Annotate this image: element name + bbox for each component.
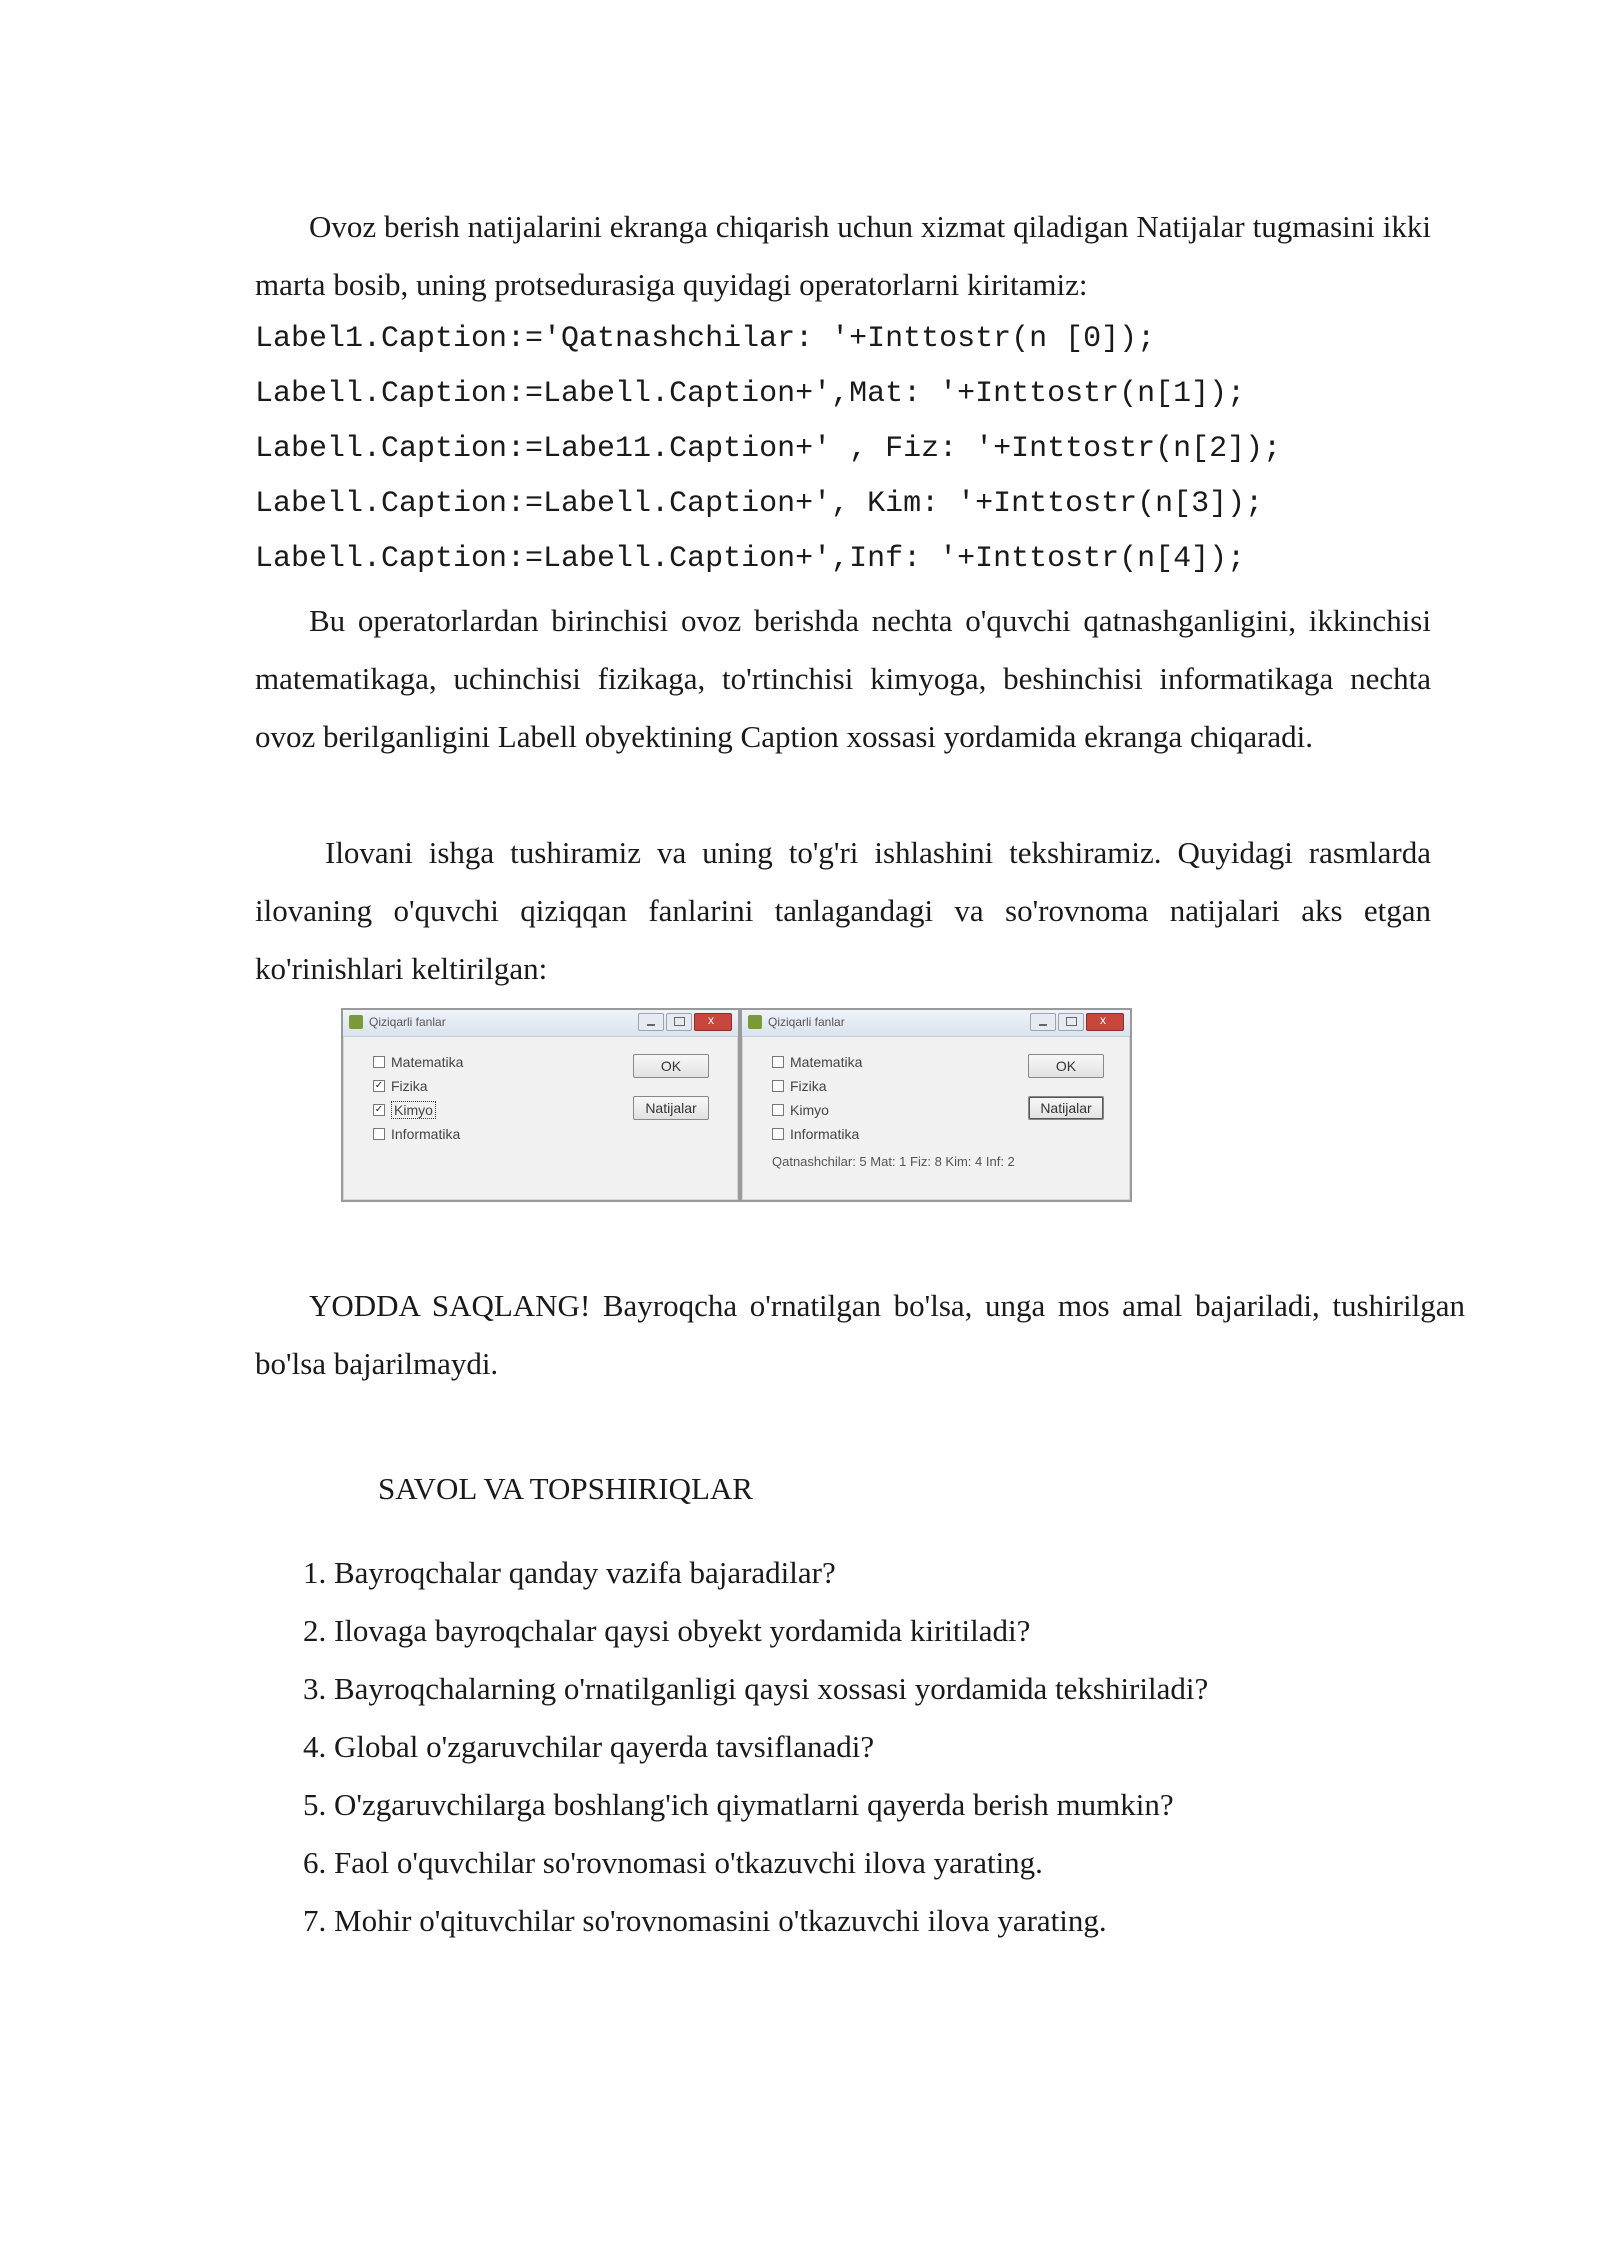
- window-titlebar: [343, 1010, 738, 1037]
- minimize-icon[interactable]: [1030, 1013, 1056, 1031]
- list-item: 6. Faol o'quvchilar so'rovnomasi o'tkazuvchi ilova yarating.: [303, 1845, 1043, 1880]
- ok-button[interactable]: OK: [633, 1054, 709, 1078]
- checkbox-box[interactable]: [772, 1056, 784, 1068]
- checkbox-label: Fizika: [790, 1078, 827, 1094]
- explanation-paragraph: Bu operatorlardan birinchisi ovoz berishda nechta o'quvchi qatnashganligini, ikkinchisi matematikaga, uchinchisi fizikaga, to'rtinchisi kimyoga, beshinchisi informatikaga nechta ovoz berilganligini Labell obyektining Caption xossasi yordamida ekranga chiqaradi.: [255, 603, 1431, 754]
- list-item: 2. Ilovaga bayroqchalar qaysi obyekt yordamida kiritiladi?: [303, 1613, 1031, 1648]
- checkbox-box-checked[interactable]: ✓: [374, 1104, 384, 1115]
- section-title: SAVOL VA TOPSHIRIQLAR: [378, 1471, 753, 1506]
- checkbox-kimyo[interactable]: [373, 1100, 436, 1120]
- maximize-icon[interactable]: [666, 1013, 692, 1031]
- checkbox-kimyo[interactable]: [772, 1100, 829, 1120]
- code-line-4: Labell.Caption:=Labell.Caption+', Kim: '+Inttostr(n[3]);: [255, 487, 1264, 521]
- minimize-icon[interactable]: [638, 1013, 664, 1031]
- intro-paragraph: Ovoz berish natijalarini ekranga chiqarish uchun xizmat qiladigan Natijalar tugmasini ikki marta bosib, uning protsedurasiga quyidagi operatorlarni kiritamiz:: [255, 209, 1431, 302]
- checkbox-fizika[interactable]: [373, 1076, 428, 1096]
- checkbox-label: Matematika: [790, 1054, 863, 1070]
- app-icon: [349, 1015, 363, 1029]
- close-icon[interactable]: [694, 1013, 732, 1031]
- questions-list: [303, 1544, 1208, 1950]
- app-window-selection: [341, 1008, 740, 1202]
- checkbox-box[interactable]: [373, 1056, 385, 1068]
- results-button[interactable]: Natijalar: [1028, 1096, 1104, 1120]
- code-line-5: Labell.Caption:=Labell.Caption+′,Inf: '+Inttostr(n[4]);: [255, 542, 1246, 576]
- run-paragraph: Ilovani ishga tushiramiz va uning to'g'ri ishlashini tekshiramiz. Quyidagi rasmlarda ilovaning o'quvchi qiziqqan fanlarini tanlagandagi va so'rovnoma natijalari aks etgan ko'rinishlari keltirilgan:: [255, 835, 1431, 986]
- checkbox-label: Informatika: [790, 1126, 860, 1142]
- checkbox-label: Matematika: [391, 1054, 464, 1070]
- checkbox-label: Kimyo: [790, 1102, 829, 1118]
- list-item: 1. Bayroqchalar qanday vazifa bajaradilar?: [303, 1555, 836, 1590]
- checkbox-informatika[interactable]: [373, 1124, 460, 1144]
- checkbox-label: Fizika: [391, 1078, 428, 1094]
- checkbox-box[interactable]: [772, 1104, 784, 1116]
- checkbox-label: Kimyo: [391, 1101, 436, 1119]
- checkbox-informatika[interactable]: [772, 1124, 859, 1144]
- window-title: Qiziqarli fanlar: [369, 1015, 446, 1029]
- close-icon[interactable]: [1086, 1013, 1124, 1031]
- list-item: 3. Bayroqchalarning o'rnatilganligi qaysi xossasi yordamida tekshiriladi?: [303, 1671, 1209, 1706]
- maximize-icon[interactable]: [1058, 1013, 1084, 1031]
- list-item: 5. O'zgaruvchilarga boshlang'ich qiymatlarni qayerda berish mumkin?: [303, 1787, 1174, 1822]
- code-line-2: Labell.Caption:=Labell.Caption+′,Mat: '+Inttostr(n[1]);: [255, 377, 1246, 411]
- checkbox-label: Informatika: [391, 1126, 461, 1142]
- checkbox-box-checked[interactable]: ✓: [374, 1080, 384, 1091]
- app-icon: [748, 1015, 762, 1029]
- checkbox-matematika[interactable]: [772, 1052, 862, 1072]
- checkbox-box[interactable]: [772, 1128, 784, 1140]
- list-item: 4. Global o'zgaruvchilar qayerda tavsiflanadi?: [303, 1729, 875, 1764]
- window-title: Qiziqarli fanlar: [768, 1015, 845, 1029]
- app-screenshots: [341, 1008, 1131, 1200]
- ok-button[interactable]: OK: [1028, 1054, 1104, 1078]
- code-line-1: Label1.Caption:='Qatnashchilar: '+Inttostr(n [0]);: [255, 322, 1156, 356]
- list-item: 7. Mohir o'qituvchilar so'rovnomasini o'tkazuvchi ilova yarating.: [303, 1903, 1107, 1938]
- results-button[interactable]: Natijalar: [633, 1096, 709, 1120]
- window-titlebar: [742, 1010, 1130, 1037]
- app-window-results: [740, 1008, 1132, 1202]
- checkbox-box[interactable]: [373, 1128, 385, 1140]
- results-label: Qatnashchilar: 5 Mat: 1 Fiz: 8 Kim: 4 Inf: 2: [772, 1154, 1015, 1169]
- checkbox-fizika[interactable]: [772, 1076, 827, 1096]
- checkbox-box[interactable]: [772, 1080, 784, 1092]
- code-line-3: Labell.Caption:=Labe11.Caption+' , Fiz: '+Inttostr(n[2]);: [255, 432, 1282, 466]
- checkbox-matematika[interactable]: [373, 1052, 463, 1072]
- remember-note: YODDA SAQLANG! Bayroqcha o'rnatilgan bo'lsa, unga mos amal bajariladi, tushirilgan bo'lsa bajarilmaydi.: [255, 1288, 1465, 1381]
